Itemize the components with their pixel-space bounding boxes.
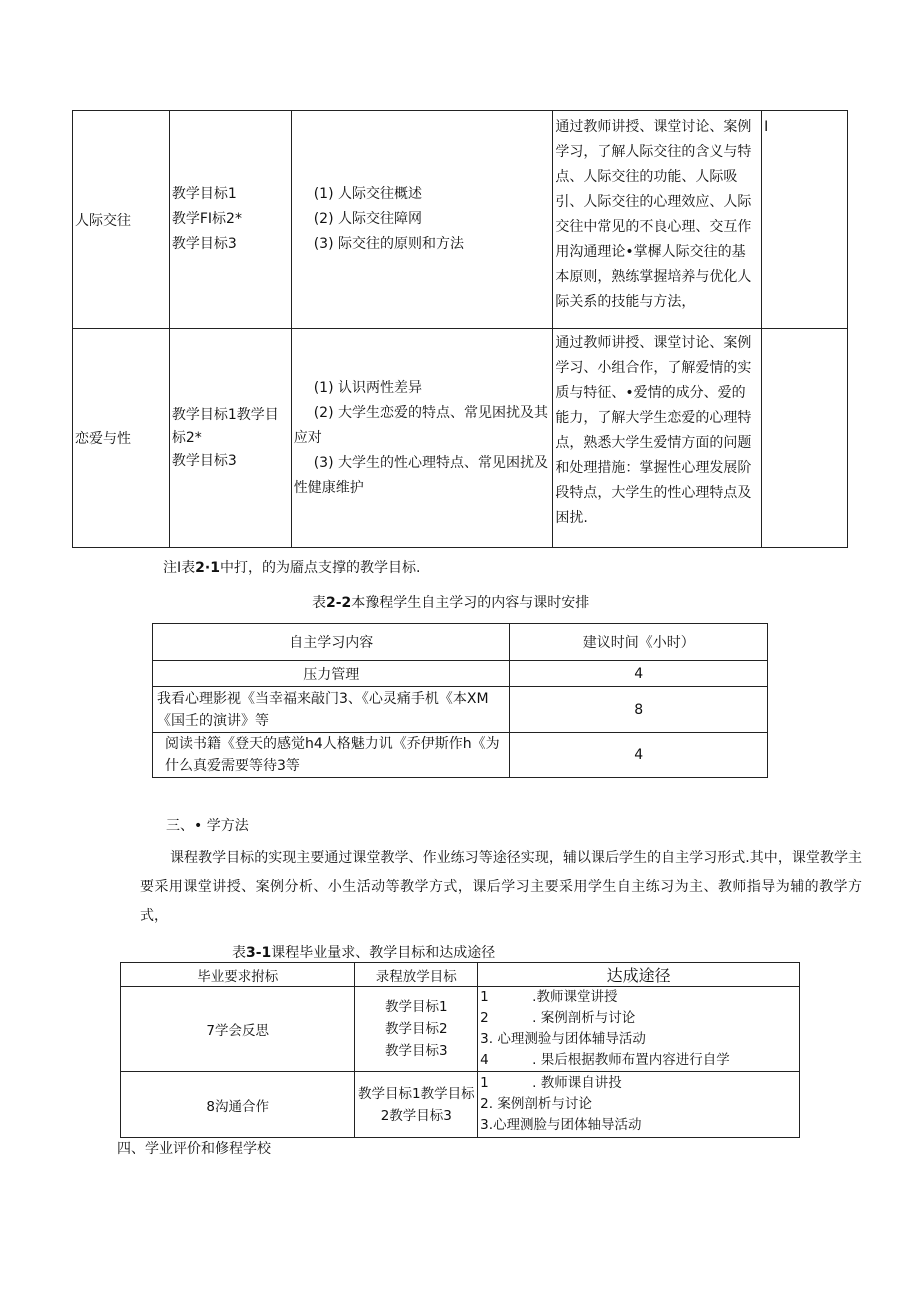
topic-cell: 人际交往 (73, 111, 170, 329)
table-caption: 表3-1课程毕业量求、教学目标和达成途径 (232, 945, 496, 961)
column-header: 达成途径 (478, 963, 800, 987)
table-note: 注I表2·1中打，的为靥点支撑的教学目标. (163, 560, 421, 576)
goals-cell: 教学目标1教学目标2* 教学目标3 (169, 329, 291, 548)
column-header: 建议时间《小时） (510, 624, 768, 661)
table-header-row (121, 963, 800, 987)
table-row (121, 1072, 800, 1138)
course-content-table (72, 110, 848, 548)
goals-cell: 教学目标1教学目标2教学目标3 (355, 1072, 478, 1138)
table-caption: 表2-2本豫程学生自主学习的内容与课时安排 (312, 595, 590, 611)
column-header: 毕业要求拊标 (121, 963, 355, 987)
step-item: 4 . 果后根据教师布置内容进行自学 (480, 1052, 730, 1068)
requirement-cell: 8沟通合作 (121, 1072, 355, 1138)
goals-cell: 教学目标1 教学FI标2* 教学目标3 (169, 111, 291, 329)
step-item: 2. 案例剖析与讨论 (480, 1096, 592, 1112)
contents-cell: (1) 认识两性差异 (2) 大学生恋爱的特点、常见困扰及其应对 (3) 大学生的性心理特点、常见困扰及性健康维护 (291, 329, 553, 548)
hours-cell: I (762, 111, 848, 329)
steps-cell (478, 1072, 800, 1138)
method-cell: 通过教师讲授、课堂讨论、案例学习，了解人际交往的含义与特点、人际交往的功能、人际吸引、人际交往的心理效应、人际交往中常见的不良心理、交互作用沟通理论•掌樨人际交往的基本原则，熟练掌握培养与优化人际关系的技能与方法， (553, 111, 762, 329)
column-header: 自主学习内容 (153, 624, 510, 661)
hours-cell: 4 (510, 661, 768, 687)
content-cell: 压力管理 (153, 661, 510, 687)
section-paragraph: 课程教学目标的实现主要通过课堂教学、作业练习等途径实现，辅以课后学生的自主学习形式.其中，课堂教学主要采用课堂讲授、案例分析、小生活动等教学方式，课后学习主要采用学生自主练习为主、教师指导为辅的教学方式， (140, 850, 862, 924)
table-header-row (153, 624, 768, 661)
table-row (73, 111, 848, 329)
method-cell: 通过教师讲授、课堂讨论、案例学习、小组合作，了解爱情的实质与特征、•爱情的成分、爱的能力，了解大学生恋爱的心理特点，熟悉大学生爱情方面的问题和处理措施：掌握性心理发展阶段特点，大学生的性心理特点及困扰. (553, 329, 762, 548)
section-heading: 三、• 学方法 (166, 818, 249, 834)
graduation-requirements-table (120, 962, 800, 1138)
hours-cell: 8 (510, 687, 768, 733)
table-row (121, 987, 800, 1072)
contents-cell: (1) 人际交往概述 (2) 人际交往障网 (3) 际交往的原则和方法 (291, 111, 553, 329)
step-item: 3.心理测脸与团体轴导活动 (480, 1117, 642, 1133)
column-header: 录程放学目标 (355, 963, 478, 987)
table-row (73, 329, 848, 548)
hours-cell (762, 329, 848, 548)
table-row (153, 687, 768, 733)
content-cell: 阅读书籍《登天的感觉h4人格魅力讥《乔伊斯作h《为什么真爱需要等待3等 (153, 733, 510, 778)
content-cell: 我看心理影视《当幸福来敲门3、《心灵痛手机《本XM《国壬的演讲》等 (153, 687, 510, 733)
self-study-table (152, 623, 768, 778)
goals-cell: 教学目标1 教学目标2 教学目标3 (355, 987, 478, 1072)
table-row (153, 733, 768, 778)
step-item: 2 . 案例剖析与讨论 (480, 1010, 636, 1026)
section-heading: 四、学业评价和修程学校 (117, 1141, 271, 1157)
topic-cell: 恋爱与性 (73, 329, 170, 548)
step-item: 1 . 教师课自讲投 (480, 1075, 622, 1091)
hours-cell: 4 (510, 733, 768, 778)
step-item: 1 .教师课堂讲授 (480, 989, 618, 1005)
requirement-cell: 7学会反思 (121, 987, 355, 1072)
table-row (153, 661, 768, 687)
step-item: 3. 心理测验与团体辅导活动 (480, 1031, 646, 1047)
steps-cell (478, 987, 800, 1072)
